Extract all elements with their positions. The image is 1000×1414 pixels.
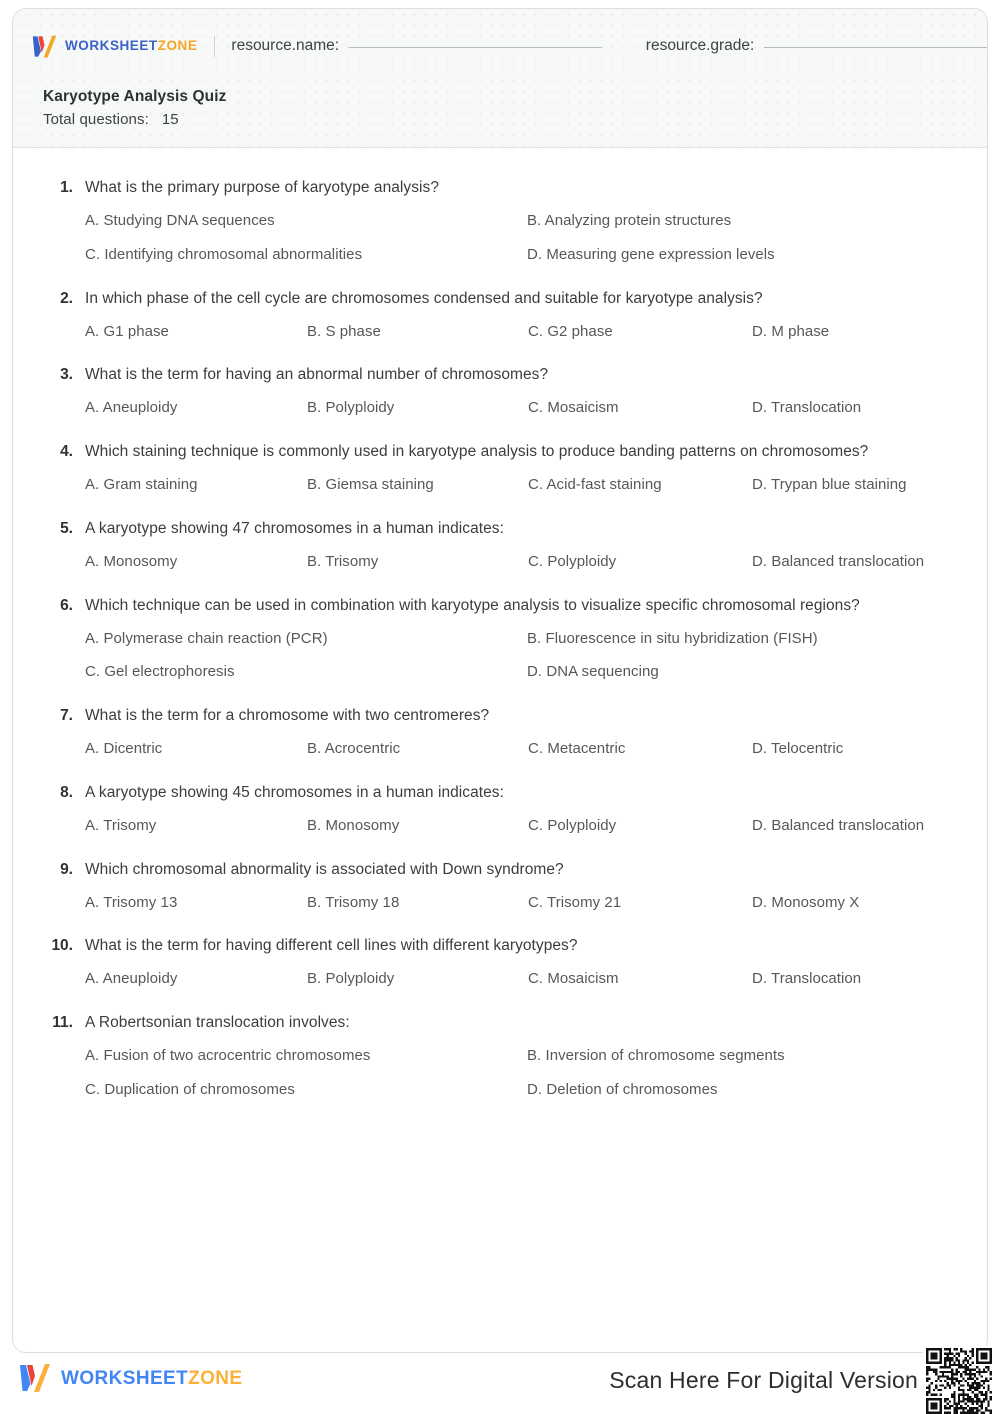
question-body xyxy=(73,858,957,914)
student-name-label: resource.name: xyxy=(231,37,340,54)
question-number: 8. xyxy=(60,783,73,801)
answer-option[interactable]: A. Trisomy xyxy=(85,816,157,834)
question-item xyxy=(43,176,957,266)
question-text: Which technique can be used in combination with karyotype analysis to visualize specific chromosomal regions? xyxy=(85,596,860,614)
question-item xyxy=(43,858,957,914)
question-item xyxy=(43,1011,957,1101)
student-grade-field[interactable] xyxy=(646,37,987,55)
answer-option[interactable]: D. Translocation xyxy=(752,399,862,417)
answer-option[interactable]: C. Polyploidy xyxy=(528,552,617,570)
worksheet-header xyxy=(13,9,987,148)
footer-logo xyxy=(18,1362,243,1394)
answer-option[interactable]: C. Mosaicism xyxy=(528,399,619,417)
header-logo xyxy=(31,34,197,59)
answer-option[interactable]: A. Gram staining xyxy=(85,476,198,494)
answer-option[interactable]: D. Trypan blue staining xyxy=(752,476,907,494)
answer-option[interactable]: D. M phase xyxy=(752,322,830,340)
header-divider xyxy=(214,36,215,57)
total-questions xyxy=(43,111,226,129)
logo-word-worksheet: WORKSHEET xyxy=(65,38,158,54)
question-item xyxy=(43,440,957,496)
answer-option[interactable]: D. DNA sequencing xyxy=(527,663,659,681)
answer-option[interactable]: A. Aneuploidy xyxy=(85,970,178,988)
question-text: A karyotype showing 47 chromosomes in a human indicates: xyxy=(85,519,504,537)
option-grid xyxy=(85,474,957,496)
answer-option[interactable]: D. Balanced translocation xyxy=(752,816,925,834)
question-text: What is the term for having different cell lines with different karyotypes? xyxy=(85,937,578,955)
question-number: 1. xyxy=(60,179,73,196)
question-text: A Robertsonian translocation involves: xyxy=(85,1014,350,1032)
answer-option[interactable]: B. Inversion of chromosome segments xyxy=(527,1047,785,1065)
logo-word-zone: ZONE xyxy=(188,1367,243,1389)
option-grid xyxy=(85,1045,957,1101)
question-body xyxy=(73,363,957,419)
answer-option[interactable]: A. Polymerase chain reaction (PCR) xyxy=(85,629,328,647)
question-number: 9. xyxy=(60,860,73,878)
total-questions-count: 15 xyxy=(161,111,179,129)
question-number: 7. xyxy=(60,707,73,725)
student-name-rule xyxy=(349,47,602,48)
question-body xyxy=(73,1011,957,1101)
answer-option[interactable]: D. Deletion of chromosomes xyxy=(527,1080,718,1098)
answer-option[interactable]: B. Trisomy 18 xyxy=(307,893,400,911)
option-grid xyxy=(85,892,957,914)
question-text: Which staining technique is commonly used in karyotype analysis to produce banding patterns on chromosomes? xyxy=(85,443,869,461)
question-body xyxy=(73,781,957,837)
page-title: Karyotype Analysis Quiz xyxy=(43,88,227,105)
worksheetzone-logo-icon xyxy=(18,1362,52,1394)
answer-option[interactable]: A. Dicentric xyxy=(85,740,163,758)
student-grade-rule xyxy=(764,47,988,48)
question-number: 3. xyxy=(60,366,73,384)
footer-logo-text xyxy=(61,1369,243,1388)
qr-code[interactable] xyxy=(923,1345,995,1414)
question-number: 11. xyxy=(52,1014,73,1032)
answer-option[interactable]: A. Trisomy 13 xyxy=(85,893,178,911)
answer-option[interactable]: C. Gel electrophoresis xyxy=(85,663,235,681)
question-body xyxy=(73,594,957,684)
question-number: 2. xyxy=(60,289,73,307)
header-logo-text xyxy=(65,39,197,53)
answer-option[interactable]: D. Telocentric xyxy=(752,740,844,758)
answer-option[interactable]: C. G2 phase xyxy=(528,322,613,340)
option-grid xyxy=(85,628,957,684)
answer-option[interactable]: C. Polyploidy xyxy=(528,816,617,834)
question-item xyxy=(43,287,957,343)
question-number: 4. xyxy=(60,443,73,461)
question-text: What is the term for a chromosome with two centromeres? xyxy=(85,707,490,725)
answer-option[interactable]: D. Translocation xyxy=(752,970,862,988)
worksheet-card xyxy=(12,8,988,1353)
answer-option[interactable]: C. Trisomy 21 xyxy=(528,893,622,911)
option-grid xyxy=(85,815,957,837)
answer-option[interactable]: A. Aneuploidy xyxy=(85,399,178,417)
question-item xyxy=(43,363,957,419)
answer-option[interactable]: A. G1 phase xyxy=(85,322,169,340)
student-name-field[interactable] xyxy=(231,37,601,55)
option-grid xyxy=(85,968,957,990)
option-grid xyxy=(85,321,957,343)
logo-word-zone: ZONE xyxy=(157,38,198,54)
question-body xyxy=(73,704,957,760)
answer-option[interactable]: C. Identifying chromosomal abnormalities xyxy=(85,245,363,263)
answer-option[interactable]: A. Monosomy xyxy=(85,552,178,570)
question-text: What is the term for having an abnormal number of chromosomes? xyxy=(85,366,549,384)
question-text: What is the primary purpose of karyotype analysis? xyxy=(85,179,439,196)
question-item xyxy=(43,934,957,990)
question-number: 6. xyxy=(60,596,73,614)
answer-option[interactable]: B. Polyploidy xyxy=(307,399,395,417)
worksheet-footer xyxy=(0,1353,1000,1414)
option-grid xyxy=(85,397,957,419)
question-item xyxy=(43,704,957,760)
qr-code-image xyxy=(926,1348,992,1414)
option-grid xyxy=(85,551,957,573)
total-questions-label: Total questions: xyxy=(43,111,149,129)
answer-option[interactable]: B. Trisomy xyxy=(307,552,379,570)
answer-option[interactable]: A. Studying DNA sequences xyxy=(85,212,275,230)
question-body xyxy=(73,287,957,343)
question-body xyxy=(73,517,957,573)
answer-option[interactable]: C. Duplication of chromosomes xyxy=(85,1080,295,1098)
question-text: Which chromosomal abnormality is associated with Down syndrome? xyxy=(85,860,564,878)
answer-option[interactable]: B. Fluorescence in situ hybridization (FISH) xyxy=(527,629,818,647)
scan-prompt-text: Scan Here For Digital Version xyxy=(609,1367,918,1393)
student-grade-label: resource.grade: xyxy=(645,37,755,54)
answer-option[interactable]: C. Acid-fast staining xyxy=(528,476,662,494)
question-item xyxy=(43,517,957,573)
answer-option[interactable]: B. Giemsa staining xyxy=(307,476,434,494)
answer-option[interactable]: D. Balanced translocation xyxy=(752,552,925,570)
worksheetzone-logo-icon xyxy=(31,34,58,59)
answer-option[interactable]: C. Mosaicism xyxy=(528,970,619,988)
header-fields-row xyxy=(13,31,987,61)
question-body xyxy=(73,176,957,266)
question-number: 5. xyxy=(60,519,73,537)
answer-option[interactable]: D. Measuring gene expression levels xyxy=(527,245,775,263)
answer-option[interactable]: A. Fusion of two acrocentric chromosomes xyxy=(85,1047,371,1065)
answer-option[interactable]: B. S phase xyxy=(307,322,381,340)
answer-option[interactable]: B. Acrocentric xyxy=(307,740,401,758)
question-number: 10. xyxy=(51,937,73,955)
answer-option[interactable]: C. Metacentric xyxy=(528,740,626,758)
option-grid xyxy=(85,738,957,760)
question-item xyxy=(43,781,957,837)
answer-option[interactable]: B. Polyploidy xyxy=(307,970,395,988)
option-grid xyxy=(85,210,957,266)
logo-word-worksheet: WORKSHEET xyxy=(61,1367,189,1389)
question-body xyxy=(73,934,957,990)
question-item xyxy=(43,594,957,684)
questions-list xyxy=(13,148,987,1132)
answer-option[interactable]: B. Analyzing protein structures xyxy=(527,212,732,230)
answer-option[interactable]: D. Monosomy X xyxy=(752,893,860,911)
question-text: A karyotype showing 45 chromosomes in a human indicates: xyxy=(85,783,504,801)
question-body xyxy=(73,440,957,496)
question-text: In which phase of the cell cycle are chromosomes condensed and suitable for karyotype analysis? xyxy=(85,289,763,307)
answer-option[interactable]: B. Monosomy xyxy=(307,816,400,834)
quiz-title-block xyxy=(43,87,226,129)
